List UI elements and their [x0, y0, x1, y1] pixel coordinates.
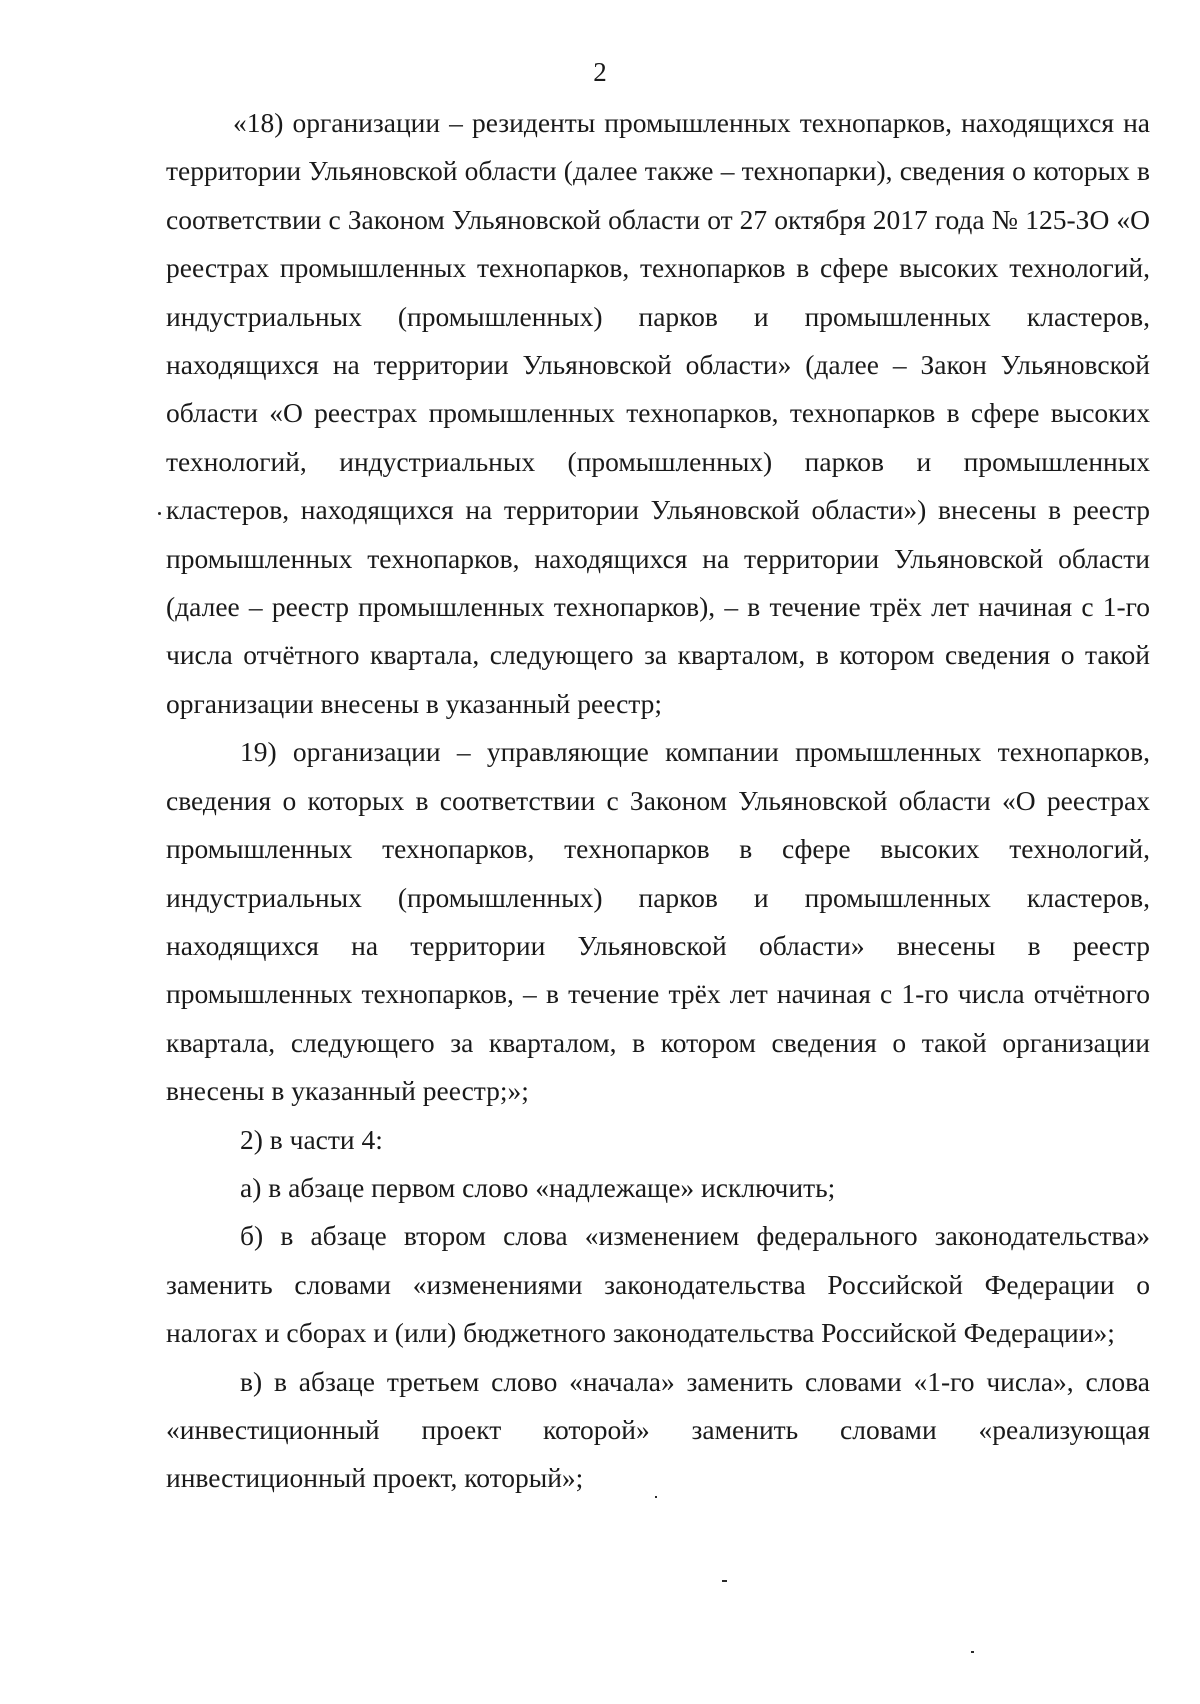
scan-speck [971, 1651, 974, 1653]
scan-speck [722, 1580, 727, 1582]
document-body [166, 99, 1150, 1503]
paragraph-subitem-b: б) в абзаце втором слова «изменением федерального законодательства» заменить словами «изменениями законодательства Российской Федерации о налогах и сборах и (или) бюджетного законодательства Российской Федерации»; [166, 1220, 1150, 1349]
paragraph-subitem-v: в) в абзаце третьем слово «начала» заменить словами «1-го числа», слова «инвестиционный проект которой» заменить словами «реализующая инвестиционный проект, который»; [166, 1365, 1150, 1494]
paragraph-item-18: «18) организации – резиденты промышленных технопарков, находящихся на территории Ульяновской области (далее также – технопарки), сведения о которых в соответствии с Законом Ульяновской области от 27 октября 2017 года № 125-ЗО «О реестрах промышленных технопарков, технопарков в сфере высоких технологий, индустриальных (промышленных) парков и промышленных кластеров, находящихся на территории Ульяновской области» (далее – Закон Ульяновской области «О реестрах промышленных технопарков, технопарков в сфере высоких технологий, индустриальных (промышленных) парков и промышленных кластеров, находящихся на территории Ульяновской области») внесены в реестр промышленных технопарков, находящихся на территории Ульяновской области (далее – реестр промышленных технопарков), – в течение трёх лет начиная с 1-го числа отчётного квартала, следующего за кварталом, в котором сведения о такой организации внесены в указанный реестр; [166, 107, 1150, 719]
paragraph-subitem-a: а) в абзаце первом слово «надлежаще» исключить; [240, 1171, 836, 1203]
paragraph-part-4: 2) в части 4: [240, 1123, 383, 1155]
scan-speck [158, 512, 161, 515]
paragraph-item-19: 19) организации – управляющие компании промышленных технопарков, сведения о которых в соответствии с Законом Ульяновской области «О реестрах промышленных технопарков, технопарков в сфере высоких технологий, индустриальных (промышленных) парков и промышленных кластеров, находящихся на территории Ульяновской области» внесены в реестр промышленных технопарков, – в течение трёх лет начиная с 1-го числа отчётного квартала, следующего за кварталом, в котором сведения о такой организации внесены в указанный реестр;»; [166, 736, 1150, 1107]
scan-speck [655, 1496, 657, 1498]
page-number: 2 [593, 57, 607, 87]
